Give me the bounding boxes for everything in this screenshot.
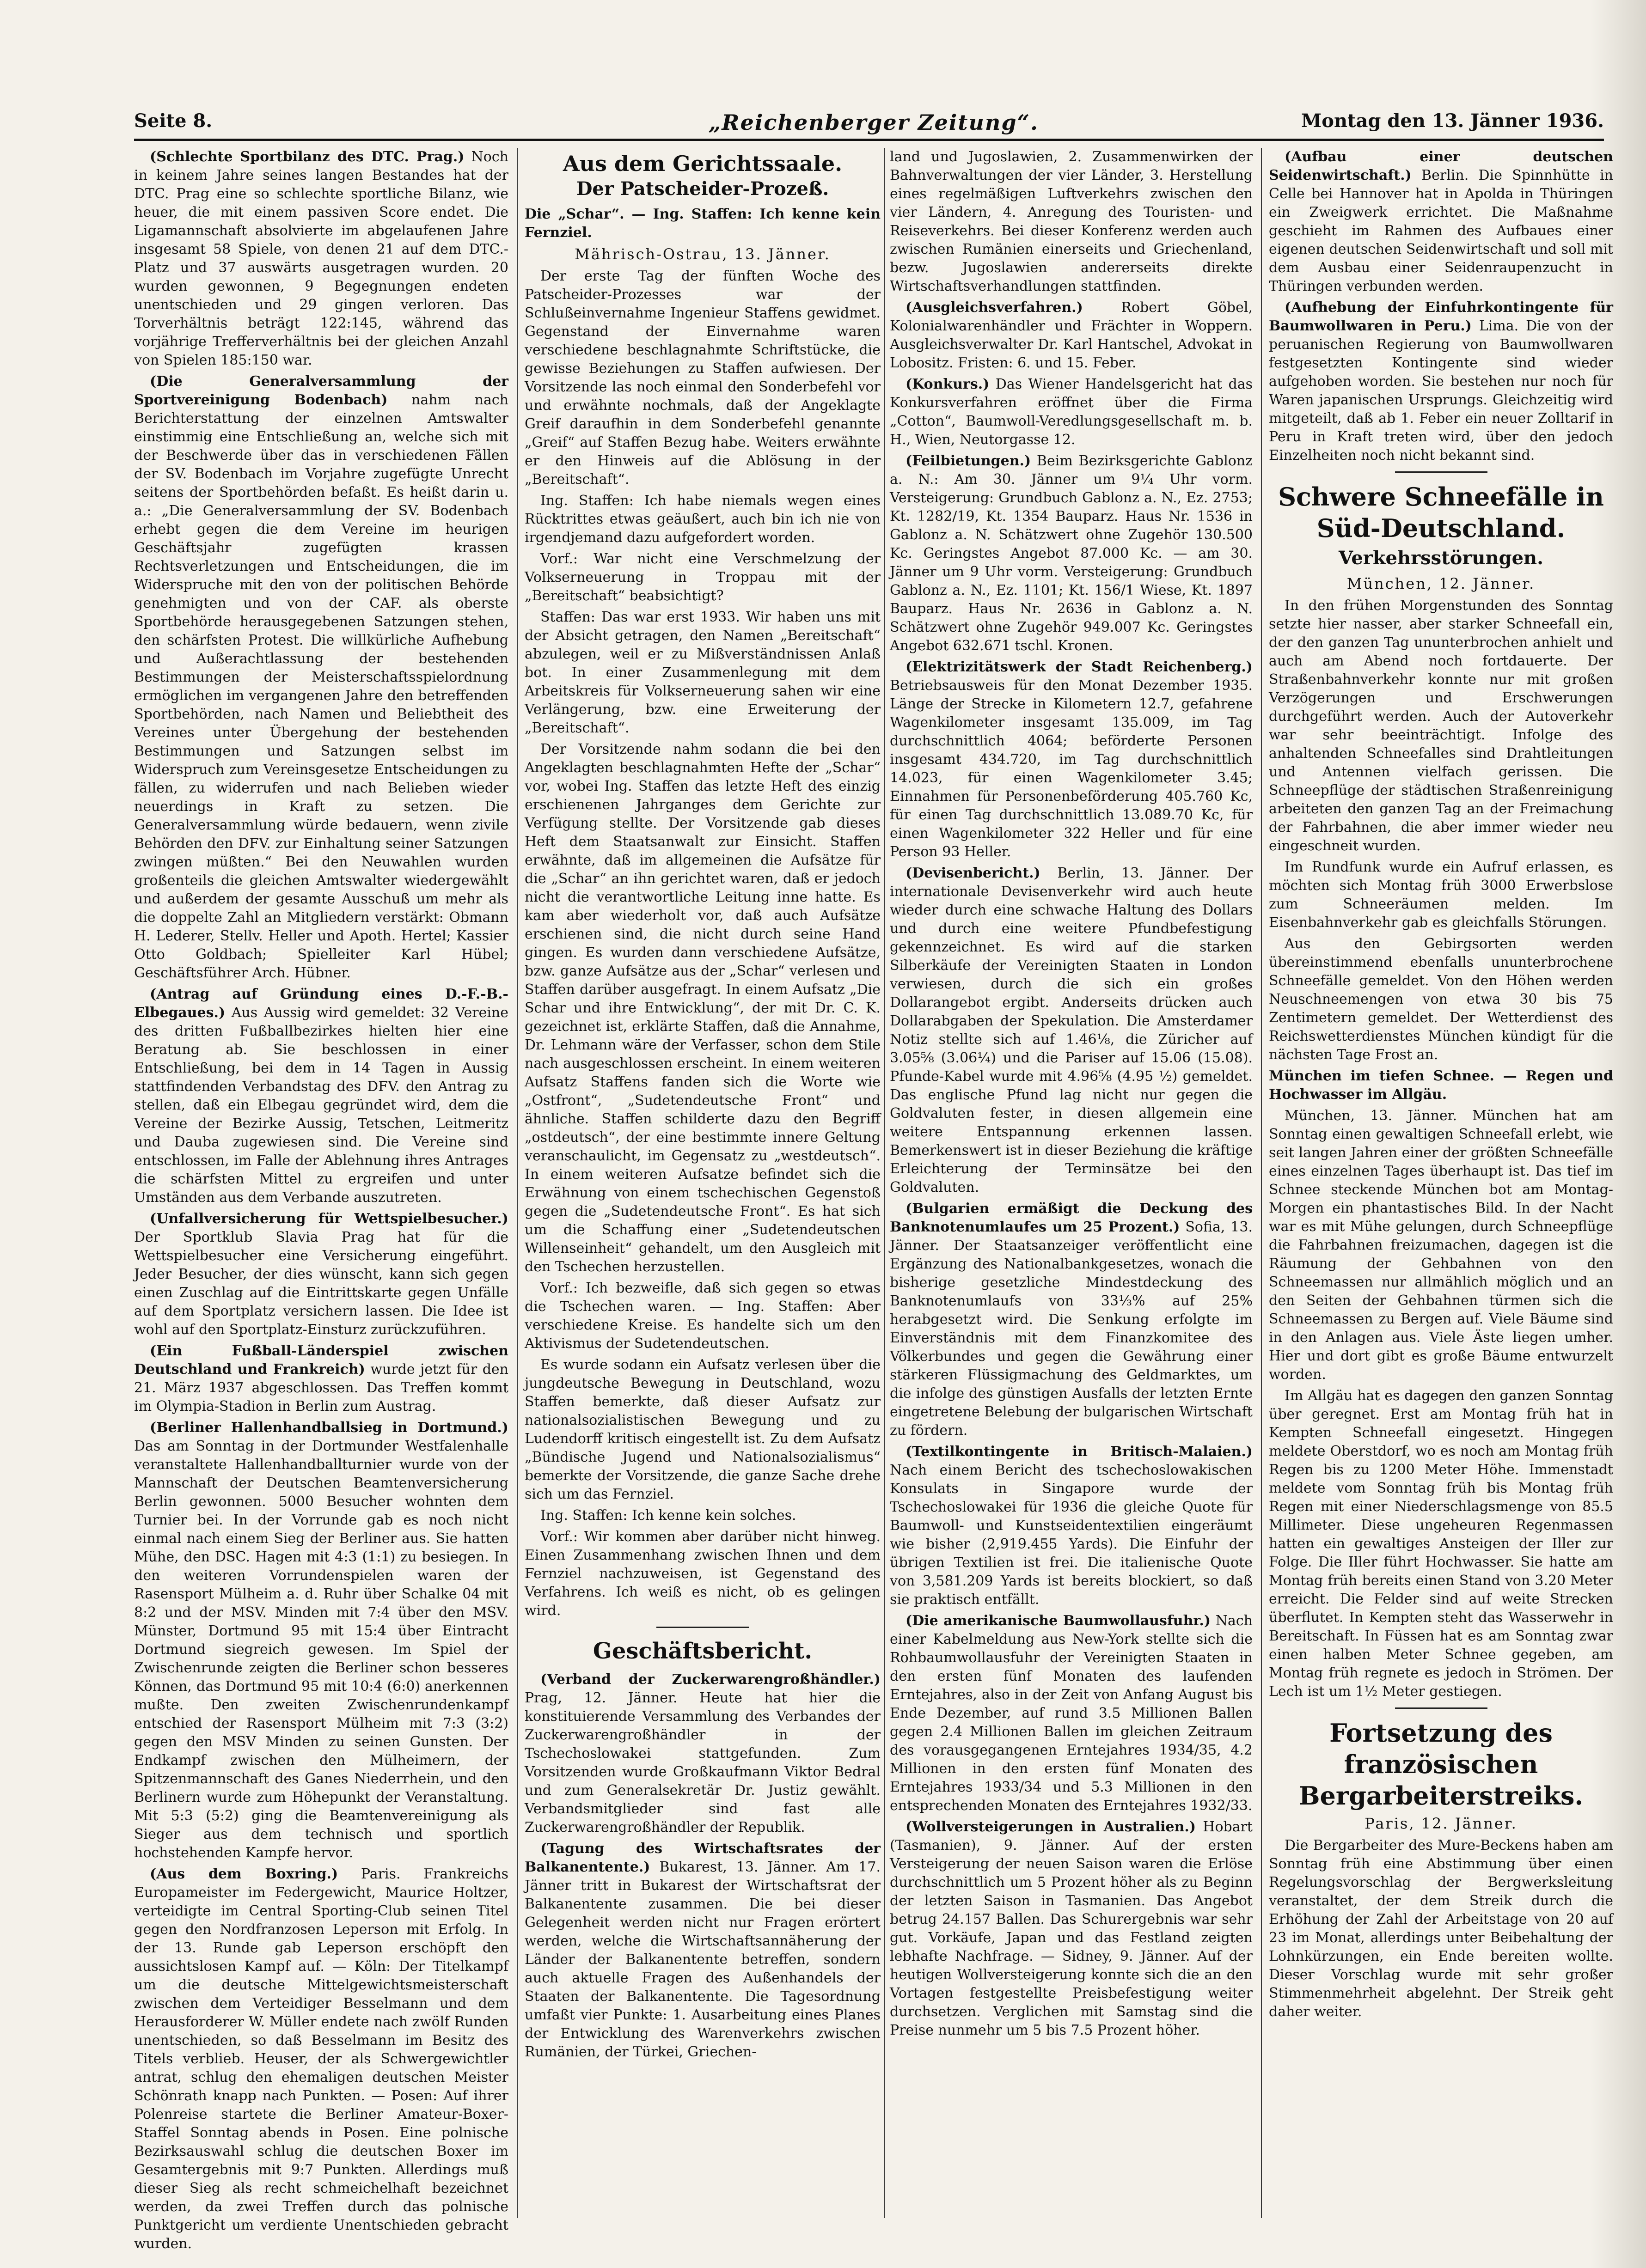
article-body: nahm nach Berichterstattung der einzelnen Amtswalter einstimmig eine Entschließung an, welche sich mit der Beschwerde über das in verschiedenen Fällen der SV. Bodenbach im Vorjahre zugefügte Unrecht seitens der Sportbehörden befaßt. Es heißt darin u. a.: „Die Generalversammlung der SV. Bodenbach erhebt gegen die dem Vereine im heurigen Geschäftsjahr zugefügten krassen Rechtsverletzungen und Entscheidungen, die im Widerspruche mit den von der politischen Behörde genehmigten und von der CAF. als oberste Sportbehörde herausgegebenen Satzungen stehen, den schärfsten Protest. Die willkürliche Aufhebung und Außerachtlassung der bestehenden Bestimmungen der Meisterschaftsspielordnung ermöglichen im vergangenen Jahre den betreffenden Sportbehörden, nach Namen und Beliebtheit des Vereines unter Übergehung der bestehenden Bestimmungen und Satzungen selbst im Widerspruch zum Vereinsgesetze Entscheidungen zu fällen, zu widerrufen und nach Belieben wieder neuerdings in Kraft zu setzen. Die Generalversammlung würde bedauern, wenn zivile Behörden den DFV. zur Einhaltung seiner Satzungen zwingen müßten.“ Bei den Neuwahlen wurden großenteils die gleichen Amtswalter wiedergewählt und außerdem der gesamte Ausschuß um mehr als die doppelte Zahl an Mitgliedern verstärkt: Obmann H. Lederer, Stellv. Heller und Apoth. Hertel; Kassier Otto Goldbach; Spielleiter Karl Hübel; Geschäftsführer Arch. Hübner. xyxy=(134,392,508,981)
article-heading: (Unfallversicherung für Wettspielbesucher.) xyxy=(150,1211,508,1227)
article-lead: Die „Schar“. — Ing. Staffen: Ich kenne kein Fernziel. xyxy=(525,206,881,241)
dateline: Mährisch-Ostrau, 13. Jänner. xyxy=(575,245,831,263)
article-heading: (Ein Fußball-Länderspiel zwischen Deutschland und Frankreich) xyxy=(134,1343,508,1378)
article xyxy=(890,658,1253,861)
article-heading: (Ausgleichsverfahren.) xyxy=(906,299,1083,316)
article-body: Aus Aussig wird gemeldet: 32 Vereine des dritten Fußballbezirkes hielten hier eine Beratung ab. Sie beschlossen in einer Entschließung, bei dem in 14 Tagen in Aussig stattfindenden Verbandstag des DFV. den Antrag zu stellen, daß ein Elbegau gegründet wird, dem die Vereine der Bezirke Aussig, Tetschen, Leitmeritz und Dauba zugewiesen sind. Die Vereine sind entschlossen, im Falle der Ablehnung ihres Antrages die schärfsten Mittel zu ergreifen und unter Umständen aus dem Verbande auszutreten. xyxy=(134,1005,508,1206)
article-heading: (Aufbau einer deutschen Seidenwirtschaft.) xyxy=(1269,149,1613,183)
issue-date: Montag den 13. Jänner 1936. xyxy=(1301,110,1604,132)
article-heading: (Berliner Hallenhandballsieg in Dortmund.) xyxy=(150,1420,508,1436)
article-body: Berlin, 13. Jänner. Der internationale Devisenverkehr wird auch heute wieder durch eine schwache Haltung des Dollars und durch eine weitere Pfundbefestigung gekennzeichnet. Es wird auf die starken Silberkäufe der Vereinigten Staaten in London verwiesen, durch die sich ein großes Dollarangebot ergibt. Anderseits drücken auch Dollarabgaben der Spekulation. Die Amsterdamer Notiz stellte sich auf 1.46⅛, die Züricher auf 3.05⅝ (3.06¼) und die Pariser auf 15.06 (15.08). Pfunde-Kabel wurde mit 4.96⅝ (4.95 ½) gemeldet. Das englische Pfund lag nicht nur gegen die Goldvaluten fester, in diesen allgemein eine weitere Entspannung erkennen lassen. Bemerkenswert ist in dieser Beziehung die kräftige Erleichterung der Terminsätze bei den Goldvaluten. xyxy=(890,865,1253,1195)
article-body: Nach einem Bericht des tschechoslowakischen Konsulats in Singapore wurde der Tschechoslowakei für 1936 die gleiche Quote für Baumwoll- und Kunstseidentextilien eingeräumt wie bisher (2,919.455 Yards). Die Einfuhr der übrigen Textilien ist frei. Die italienische Quote von 3,581.209 Yards ist bereits blockiert, so daß sie praktisch entfällt. xyxy=(890,1462,1253,1608)
page-header xyxy=(134,110,1604,142)
paragraph: München, 13. Jänner. München hat am Sonntag einen gewaltigen Schneefall erlebt, wie seit langen Jahren einer der größten Schneefälle eines einzelnen Tages überhaupt ist. Das tief im Schnee steckende München bot am Montag-Morgen ein phantastisches Bild. In der Nacht war es mit Mühe gelungen, durch Schneepflüge die Fahrbahnen freizumachen, dagegen ist die Räumung der Gehbahnen von den Schneemassen nur allmählich möglich und an den Seiten der Gehbahnen türmen sich die Schneemassen zu Bergen auf. Viele Bäume sind in den Anlagen aus. Viele Äste liegen umher. Hier und dort gibt es große Bäume entwurzelt worden. xyxy=(1269,1108,1613,1383)
article-subtitle: München im tiefen Schnee. — Regen und Hochwasser im Allgäu. xyxy=(1269,1068,1613,1103)
dateline: Paris, 12. Jänner. xyxy=(1365,1815,1518,1832)
article-heading: (Die amerikanische Baumwollausfuhr.) xyxy=(906,1613,1211,1629)
article-body: Bukarest, 13. Jänner. Am 17. Jänner tritt in Bukarest der Wirtschaftsrat der Balkanentente zusammen. Die bei dieser Gelegenheit werden nicht nur Fragen erörtert werden, welche die Wirtschaftsannäherung der Länder der Balkanentente betreffen, sondern auch aktuelle Fragen des Außenhandels der Staaten der Balkanentente. Die Tagesordnung umfaßt vier Punkte: 1. Ausarbeitung eines Planes der Entwicklung des Warenverkehrs zwischen Rumänien, der Türkei, Griechen- xyxy=(525,1859,881,2060)
article xyxy=(525,1671,881,1837)
page-number: Seite 8. xyxy=(134,110,213,132)
article xyxy=(134,1342,508,1416)
article-body: Lima. Die von der peruanischen Regierung von Baumwollwaren festgesetzten Kontingente sind wieder aufgehoben worden. Sie bestehen nur noch für Waren japanischen Ursprungs. Gleichzeitig wird mitgeteilt, daß ab 1. Feber ein neuer Zolltarif in Peru in Kraft treten wird, über den jedoch Einzelheiten noch nicht bekannt sind. xyxy=(1269,318,1613,463)
article-heading: (Aufhebung der Einfuhrkontingente für Baumwollwaren in Peru.) xyxy=(1269,299,1613,334)
article-subtitle: Verkehrsstörungen. xyxy=(1338,547,1544,569)
column-divider xyxy=(884,148,885,2218)
article xyxy=(134,148,508,370)
article-body: Der Sportklub Slavia Prag hat für die Wettspielbesucher eine Versicherung eingeführt. Jeder Besucher, der dies wünscht, kann sich gegen einen Zuschlag auf die Eintrittskarte gegen Unfälle auf dem Sportplatz versichern lassen. Die Idee ist wohl auf den Sportplatz-Einsturz zurückzuführen. xyxy=(134,1229,508,1338)
paragraph: Vorf.: War nicht eine Verschmelzung der Volkserneuerung in Troppau mit der „Bereitschaft“ beabsichtigt? xyxy=(525,551,881,604)
article-heading: (Die Generalversammlung der Sportvereinigung Bodenbach) xyxy=(134,373,508,408)
article xyxy=(890,1612,1253,1815)
article-body: Nach einer Kabelmeldung aus New-York stellte sich die Rohbaumwollausfuhr der Vereinigten Staaten in den ersten fünf Monaten des laufenden Erntejahres, also in der Zeit von Anfang August bis Ende Dezember, auf rund 3.5 Millionen Ballen gegen 2.4 Millionen Ballen im gleichen Zeitraum des vorausgegangenen Erntejahres 1934/35, 4.2 Millionen in den ersten fünf Monaten des Erntejahres 1933/34 und 5.3 Millionen in den entsprechenden Monaten des Erntejahres 1932/33. xyxy=(890,1613,1253,1814)
section-title: Aus dem Gerichtssaale. xyxy=(563,151,843,176)
article xyxy=(890,1818,1253,2040)
paragraph: Es wurde sodann ein Aufsatz verlesen über die jungdeutsche Bewegung in Deutschland, wozu Staffen bemerkte, daß dieser Aufsatz zur nationalsozialistischen Bewegung und zu Ludendorff kritisch eingestellt ist. Zu dem Aufsatz „Bündische Jugend und Nationalsozialismus“ bemerkte der Vorsitzende, die ganze Sache drehe sich um das Fernziel. xyxy=(525,1357,881,1502)
article xyxy=(134,985,508,1207)
article xyxy=(1269,148,1613,296)
paragraph: In den frühen Morgenstunden des Sonntag setzte hier nasser, aber starker Schneefall ein, der den ganzen Tag ununterbrochen anhielt und auch am Abend noch fortdauerte. Der Straßenbahnverkehr konnte nur mit großen Verzögerungen und Erschwerungen durchgeführt werden. Auch der Autoverkehr war sehr beeinträchtigt. Infolge des anhaltenden Schneefalles sind Drahtleitungen und Antennen vielfach gerissen. Die Schneepflüge der städtischen Straßenreinigung arbeiteten den ganzen Tag an der Freimachung der Fahrbahnen, die aber immer wieder neu eingeschneit wurden. xyxy=(1269,597,1613,854)
paragraph: Der Vorsitzende nahm sodann die bei den Angeklagten beschlagnahmten Hefte der „Schar“ vor, wobei Ing. Staffen das letzte Heft des einzig erschienenen Jahrganges dem Gerichte zur Verfügung stellte. Der Vorsitzende gab dieses Heft dem Staatsanwalt zur Einsicht. Staffen erwähnte, daß im allgemeinen die Aufsätze für die „Schar“ an ihn gerichtet waren, daß er jedoch nicht die verantwortliche Leitung inne hatte. Es kam aber wiederholt vor, daß auch Aufsätze erschienen sind, die nicht durch seine Hand gingen. Es wurden dann verschiedene Aufsätze, bzw. ganze Aufsätze aus der „Schar“ verlesen und Staffen darüber ausgefragt. In einem Aufsatz „Die Schar und ihre Entwicklung“, der mit Dr. C. K. gezeichnet ist, erklärte Staffen, daß die Annahme, Dr. Lehmann wäre der Verfasser, schon dem Stile nach ausgeschlossen erscheint. In einem weiteren Aufsatz Staffens fanden sich die Worte wie „Ostfront“, „Sudetendeutsche Front“ und ähnliche. Staffen schilderte dazu den Begriff „ostdeutsch“, der eine bestimmte innere Geltung veranschaulicht, im Gegensatz zu „westdeutsch“. In einem weiteren Aufsatze befindet sich die Erwähnung von einem tschechischen Gegenstoß gegen die „Sudetendeutsche Front“. Es hat sich um die Schaffung einer „Sudetendeutschen Willenseinheit“ gehandelt, um den Ausgleich mit den Tschechen herzustellen. xyxy=(525,741,881,1275)
paragraph: Im Allgäu hat es dagegen den ganzen Sonntag über geregnet. Erst am Montag früh hat in Kempten Schneefall eingesetzt. Hingegen meldete Oberstdorf, wo es noch am Montag früh Regen bis zu 1200 Meter Höhe. Immenstadt meldete vom Sonntag früh bis Montag früh Regen mit einer Niederschlagsmenge von 85.5 Millimeter. Diese ungeheuren Regenmassen hatten ein gewaltiges Ansteigen der Iller zur Folge. Die Iller führt Hochwasser. Sie hatte am Montag früh bereits einen Stand von 3.20 Meter erreicht. Die Felder sind auf weite Strecken überflutet. In Kempten steht das Wasserwehr in Bereitschaft. In Füssen hat es am Sonntag zwar einen halben Meter Schnee gegeben, am Montag früh regnete es jedoch in Strömen. Der Lech ist um 1½ Meter gestiegen. xyxy=(1269,1388,1613,1700)
article xyxy=(134,1210,508,1339)
paragraph: Die Bergarbeiter des Mure-Beckens haben am Sonntag früh eine Abstimmung über einen Regelungsvorschlag der Bergwerksleitung veranstaltet, der dem Streik durch die Erhöhung der Zahl der Arbeitstage von 20 auf 23 im Monat, allerdings unter Beibehaltung der Lohnkürzungen, ein Ende bereiten wollte. Dieser Vorschlag wurde mit sehr großer Stimmenmehrheit abgelehnt. Der Streik geht daher weiter. xyxy=(1269,1837,1613,2020)
article-body: Noch in keinem Jahre seines langen Bestandes hat der DTC. Prag eine so schlechte sportliche Bilanz, wie heuer, die mit einem passiven Score endet. Die Ligamannschaft absolvierte im abgelaufenen Jahre insgesamt 58 Spiele, von denen 21 auf dem DTC.-Platz und 37 auswärts ausgetragen wurden. 20 wurden gewonnen, 9 Begegnungen endeten unentschieden und 29 gingen verloren. Das Torverhältnis beträgt 122:145, während das vorjährige Trefferverhältnis bei der gleichen Anzahl von Spielen 185:150 war. xyxy=(134,149,508,368)
column-divider xyxy=(1261,148,1262,2218)
article-heading: (Elektrizitätswerk der Stadt Reichenberg.) xyxy=(906,659,1253,675)
article-body: Paris. Frankreichs Europameister im Federgewicht, Maurice Holtzer, verteidigte im Central Sporting-Club seinen Titel gegen den Nordfranzosen Leperson mit Erfolg. In der 13. Runde gab Leperson erschöpft den aussichtslosen Kampf auf. — Köln: Der Titelkampf um die deutsche Mittelgewichtsmeisterschaft zwischen dem Verteidiger Besselmann und dem Herausforderer W. Müller endete nach zwölf Runden unentschieden, so daß Besselmann im Besitz des Titels verblieb. Heuser, der als Schwergewichtler antrat, schlug den ehemaligen deutschen Meister Schönrath knapp nach Punkten. — Posen: Auf ihrer Polenreise startete die Berliner Amateur-Boxer-Staffel Sonntag abends in Posen. Eine polnische Bezirksauswahl schlug die deutschen Boxer im Gesamtergebnis mit 9:7 Punkten. Allerdings muß dieser Sieg als recht schmeichelhaft bezeichnet werden, da zwei Treffen durch das polnische Punktgericht um verdiente Unentschieden gebracht wurden. xyxy=(134,1866,508,2252)
article xyxy=(134,1865,508,2253)
article-body: Sofia, 13. Jänner. Der Staatsanzeiger veröffentlicht eine Ergänzung des Nationalbankgesetzes, wonach die bisherige gesetzliche Mindestdeckung des Banknotenumlaufs von 33⅓% auf 25% herabgesetzt wird. Die Senkung erfolgte im Einverständnis mit dem Finanzkomitee des Völkerbundes und gegen die Gewährung einer stärkeren Flüssigmachung des Geldmarktes, um die infolge des günstigen Ausfalls der letzten Ernte eingetretene Belebung der bulgarischen Wirtschaft zu fördern. xyxy=(890,1219,1253,1439)
paragraph: Vorf.: Ich bezweifle, daß sich gegen so etwas die Tschechen waren. — Ing. Staffen: Aber verschiedene Kreise. Es handelte sich um den Aktivismus der Sudetendeutschen. xyxy=(525,1280,881,1352)
article xyxy=(890,375,1253,449)
article xyxy=(890,864,1253,1197)
article xyxy=(890,452,1253,655)
article xyxy=(890,299,1253,372)
article xyxy=(890,1200,1253,1440)
article-title: Schwere Schneefälle in Süd-Deutschland. xyxy=(1278,482,1604,543)
article-body: Hobart (Tasmanien), 9. Jänner. Auf der ersten Versteigerung der neuen Saison waren die Erlöse durchschnittlich um 5 Prozent höher als zu Beginn der letzten Saison in Tasmanien. Das Angebot betrug 24.157 Ballen. Das Schurergebnis war sehr gut. Vorkäufe, Japan und das Festland zeigten lebhafte Nachfrage. — Sidney, 9. Jänner. Auf der heutigen Wollversteigerung konnte sich die an den Vortagen festgestellte Preisbefestigung weiter durchsetzen. Verglichen mit Samstag sind die Preise nunmehr um 5 bis 7.5 Prozent höher. xyxy=(890,1819,1253,2038)
paragraph: Der erste Tag der fünften Woche des Patscheider-Prozesses war der Schlußeinvernahme Ingenieur Staffens gewidmet. Gegenstand der Einvernahme waren verschiedene beschlagnahmte Schriftstücke, die gewisse Beziehungen zu Staffen aufwiesen. Der Vorsitzende las noch einmal den Sonderbefehl vor und erwähnte nochmals, daß der Angeklagte Greif daraufhin in dem Sonderbefehl genannte „Greif“ auf Staffen Bezug habe. Weiters erwähnte er den Hinweis auf die Ablösung in der „Bereitschaft“. xyxy=(525,268,881,488)
article xyxy=(1269,299,1613,465)
article-title: Fortsetzung des französischen Bergarbeiterstreiks. xyxy=(1298,1718,1584,1811)
header-rule xyxy=(134,139,1604,141)
column-news xyxy=(1269,148,1613,2218)
article-body: Robert Göbel, Kolonialwarenhändler und Frächter in Woppern. Ausgleichsverwalter Dr. Karl Hantschel, Advokat in Lobositz. Fristen: 6. und 15. Feber. xyxy=(890,299,1253,371)
section-rule xyxy=(1395,1707,1487,1709)
article-heading: (Textilkontingente in Britisch-Malaien.) xyxy=(906,1444,1253,1460)
column-sport xyxy=(134,148,508,2252)
article-heading: (Antrag auf Gründung eines D.-F.-B.-Elbegaues.) xyxy=(134,986,508,1021)
article-body: Berlin. Die Spinnhütte in Celle bei Hannover hat in Apolda in Thüringen ein Zweigwerk errichtet. Die Maßnahme geschieht im Rahmen des Aufbaues einer eigenen deutschen Seidenwirtschaft und soll mit dem Ausbau einer Seidenraupenzucht in Thüringen verbunden werden. xyxy=(1269,167,1613,294)
article-body: Beim Bezirksgerichte Gablonz a. N.: Am 30. Jänner um 9¼ Uhr vorm. Versteigerung: Grundbuch Gablonz a. N., Ez. 2753; Kt. 1282/19, Kt. 1354 Bauparz. Haus Nr. 1536 in Gablonz a. N. Schätzwert ohne Zugehör 130.500 Kc. Geringstes Angebot 87.000 Kc. — am 30. Jänner um 9 Uhr vorm. Versteigerung: Grundbuch Gablonz a. N., Ez. 1101; Kt. 156/1 Wiese, Kt. 1897 Bauparz. Haus Nr. 2636 in Gablonz a. N. Schätzwert ohne Zugehör 949.007 Kc. Geringstes Angebot 632.671 tschl. Kronen. xyxy=(890,453,1253,654)
article-heading: (Devisenbericht.) xyxy=(906,865,1040,881)
article-heading: (Schlechte Sportbilanz des DTC. Prag.) xyxy=(150,149,465,165)
article-heading: (Verband der Zuckerwarengroßhändler.) xyxy=(540,1671,881,1688)
paragraph: Ing. Staffen: Ich habe niemals wegen eines Rücktrittes etwas geäußert, auch bin ich nie von irgendjemand dazu aufgefordert worden. xyxy=(525,493,881,546)
article-body: Betriebsausweis für den Monat Dezember 1935. Länge der Strecke in Kilometern 12.7, gefahrene Wagenkilometer insgesamt 135.009, im Tag durchschnittlich 4064; beförderte Personen insgesamt 434.720, im Tag durchschnittlich 14.023, für einen Wagenkilometer 3.45; Einnahmen für Personenbeförderung 405.760 Kc, für einen Tag durchschnittlich 13.089.70 Kc, für einen Wagenkilometer 322 Heller und für eine Person 93 Heller. xyxy=(890,677,1253,860)
paragraph: Vorf.: Wir kommen aber darüber nicht hinweg. Einen Zusammenhang zwischen Ihnen und dem Fernziel nachzuweisen, ist Gegenstand des Verfahrens. Ich weiß es nicht, ob es gelingen wird. xyxy=(525,1529,881,1619)
dateline: München, 12. Jänner. xyxy=(1346,575,1536,592)
newspaper-title: „Reichenberger Zeitung“. xyxy=(708,110,1039,135)
paragraph: Staffen: Das war erst 1933. Wir haben uns mit der Absicht getragen, den Namen „Bereitschaft“ abzulegen, weil er zu Mißverständnissen Anlaß bot. In einer Zusammenlegung mit dem Arbeitskreis für Volkserneuerung sahen wir eine Verlängerung, bzw. eine Erweiterung der „Bereitschaft“. xyxy=(525,609,881,736)
article-heading: (Aus dem Boxring.) xyxy=(150,1866,338,1882)
paragraph: Im Rundfunk wurde ein Aufruf erlassen, es möchten sich Montag früh 3000 Erwerbslose zum Schneeräumen melden. Im Eisenbahnverkehr gab es gleichfalls Störungen. xyxy=(1269,859,1613,931)
article-heading: (Tagung des Wirtschaftsrates der Balkanentente.) xyxy=(525,1841,881,1875)
article xyxy=(890,1443,1253,1609)
article xyxy=(525,1840,881,2061)
column-business xyxy=(890,148,1253,2218)
paragraph: Ing. Staffen: Ich kenne kein solches. xyxy=(540,1507,796,1524)
section-rule xyxy=(656,1627,749,1628)
article-body: wurde jetzt für den 21. März 1937 abgeschlossen. Das Treffen kommt im Olympia-Stadion in Berlin zum Austrag. xyxy=(134,1361,508,1414)
article-heading: (Bulgarien ermäßigt die Deckung des Banknotenumlaufes um 25 Prozent.) xyxy=(890,1201,1253,1235)
article-body: Prag, 12. Jänner. Heute hat hier die konstituierende Versammlung des Verbandes der Zuckerwarengroßhändler in der Tschechoslowakei stattgefunden. Zum Vorsitzenden wurde Großkaufmann Viktor Bedral und zum Generalsekretär Dr. Justiz gewählt. Verbandsmitglieder sind fast alle Zuckerwarengroßhändler der Republik. xyxy=(525,1690,881,1835)
article-body: Das am Sonntag in der Dortmunder Westfalenhalle veranstaltete Hallenhandballturnier wurde von der Mannschaft der Deutschen Beamtenversicherung Berlin gewonnen. 5000 Besucher wohnten dem Turnier bei. In der Vorrunde gab es noch nicht einmal nach einem Sieg der Berliner aus. Sie hatten Mühe, den DSC. Hagen mit 4:3 (1:1) zu besiegen. In den weiteren Vorrundenspielen waren der Rasensport Mülheim a. d. Ruhr über Schalke 04 mit 8:2 und der MSV. Minden mit 7:4 über den MSV. Münster, Dortmund 95 mit 15:4 über Eintracht Dortmund siegreich gewesen. Im Spiel der Zwischenrunde zeigten die Berliner schon besseres Können, das Dortmund 95 mit 10:4 (6:0) anerkennen mußte. Den zweiten Zwischenrundenkampf entschied der Rasensport Mülheim mit 7:3 (3:2) gegen den MSV Minden zu seinen Gunsten. Der Endkampf zwischen den Mülheimern, der Spitzenmannschaft des Ganes Niederrhein, und den Berlinern wurde zum Höhepunkt der Veranstaltung. Mit 5:3 (5:2) ging die Beamtenvereinigung als Sieger aus dem technisch und sportlich hochstehenden Kampfe hervor. xyxy=(134,1438,508,1861)
section-rule xyxy=(1395,471,1487,473)
article-heading: (Wollversteigerungen in Australien.) xyxy=(906,1819,1196,1835)
article xyxy=(134,1419,508,1862)
article-body: Das Wiener Handelsgericht hat das Konkursverfahren eröffnet über die Firma „Cotton“, Baumwoll-Veredlungsgesellschaft m. b. H., Wien, Neutorgasse 12. xyxy=(890,376,1253,448)
article-heading: (Feilbietungen.) xyxy=(906,453,1031,469)
article xyxy=(134,372,508,982)
article-title: Der Patscheider-Prozeß. xyxy=(576,178,829,200)
paragraph: land und Jugoslawien, 2. Zusammenwirken der Bahnverwaltungen der vier Länder, 3. Herstellung eines regelmäßigen Luftverkehrs zwischen den vier Ländern, 4. Anregung des Touristen- und Reiseverkehrs. Bei dieser Konferenz werden auch zwischen Rumänien einerseits und Griechenland, bezw. Jugoslawien andererseits direkte Wirtschaftsverhandlungen stattfinden. xyxy=(890,149,1253,294)
section-title: Geschäftsbericht. xyxy=(593,1638,813,1664)
column-court xyxy=(525,148,881,2218)
column-divider xyxy=(517,148,518,2218)
paragraph: Aus den Gebirgsorten werden übereinstimmend ebenfalls ununterbrochene Schneefälle gemeldet. Von den Höhen werden Neuschneemengen von etwa 30 bis 75 Zentimetern gemeldet. Der Wetterdienst des Reichswetterdienstes München kündigt für die nächsten Tage Frost an. xyxy=(1269,936,1613,1063)
article-heading: (Konkurs.) xyxy=(906,376,990,392)
